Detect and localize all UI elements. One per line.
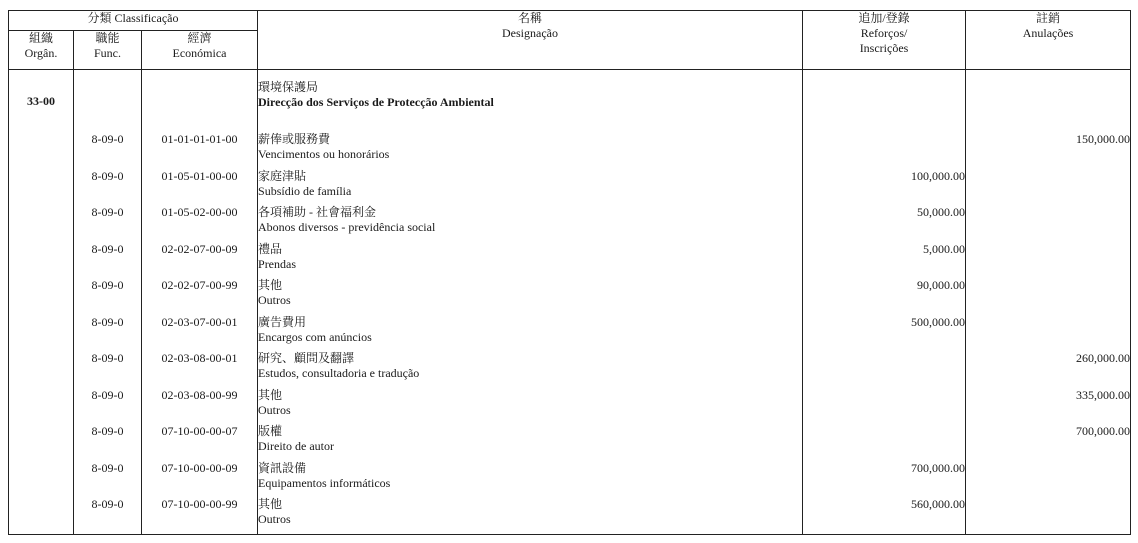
function-code: 8-09-0	[74, 315, 142, 352]
item-name-zh: 版權	[258, 424, 283, 438]
anulacoes-amount: 335,000.00	[966, 388, 1131, 425]
designation-cell	[258, 315, 803, 352]
item-name-zh: 其他	[258, 387, 283, 402]
reforcos-amount: 5,000.00	[803, 242, 966, 279]
reforcos-header: 追加/登錄 Reforços/ Inscrições	[803, 11, 966, 70]
function-code: 8-09-0	[74, 169, 142, 206]
organ-cell	[9, 169, 74, 206]
function-code: 8-09-0	[74, 388, 142, 425]
item-name-zh: 資訊設備	[258, 460, 307, 475]
reforcos-amount: 90,000.00	[803, 278, 966, 315]
table-row	[9, 497, 1131, 534]
reforcos-amount: 500,000.00	[803, 315, 966, 352]
table-row	[9, 388, 1131, 425]
organ-name-zh: 環境保護局	[258, 80, 319, 94]
function-code: 8-09-0	[74, 351, 142, 388]
anulacoes-amount	[966, 205, 1131, 242]
organ-code: 33-00	[9, 70, 74, 133]
reforcos-amount	[803, 424, 966, 461]
item-name-zh: 其他	[258, 497, 283, 511]
designation-cell	[258, 205, 803, 242]
organ-cell	[9, 242, 74, 279]
designation-header: 名稱 Designação	[258, 11, 803, 70]
economic-code: 02-03-08-00-99	[142, 388, 258, 425]
economic-header: 經濟 Económica	[142, 31, 258, 70]
function-code: 8-09-0	[74, 497, 142, 534]
table-row	[9, 205, 1131, 242]
economic-code: 02-03-08-00-01	[142, 351, 258, 388]
designation-cell	[258, 242, 803, 279]
organ-row	[9, 70, 1131, 133]
item-name-zh: 其他	[258, 278, 283, 292]
function-code: 8-09-0	[74, 205, 142, 242]
anulacoes-amount: 700,000.00	[966, 424, 1131, 461]
anulacoes-amount: 260,000.00	[966, 351, 1131, 388]
economic-code: 02-02-07-00-09	[142, 242, 258, 279]
item-name-zh: 家庭津貼	[258, 168, 307, 183]
economic-code: 07-10-00-00-07	[142, 424, 258, 461]
designation-cell	[258, 461, 803, 498]
table-row	[9, 132, 1131, 169]
organ-cell	[9, 278, 74, 315]
designation-cell	[258, 278, 803, 315]
economic-code: 02-03-07-00-01	[142, 315, 258, 352]
reforcos-amount: 50,000.00	[803, 205, 966, 242]
reforcos-amount: 560,000.00	[803, 497, 966, 534]
item-name-pt: Estudos, consultadoria e tradução	[258, 366, 420, 380]
anulacoes-amount	[966, 461, 1131, 498]
item-name-pt: Equipamentos informáticos	[258, 475, 391, 490]
organ-cell	[9, 388, 74, 425]
item-name-pt: Encargos com anúncios	[258, 329, 372, 344]
function-code: 8-09-0	[74, 242, 142, 279]
reforcos-amount	[803, 351, 966, 388]
organ-cell	[9, 132, 74, 169]
economic-code: 07-10-00-00-09	[142, 461, 258, 498]
item-name-pt: Direito de autor	[258, 439, 334, 453]
item-name-pt: Vencimentos ou honorários	[258, 147, 390, 161]
designation-cell	[258, 388, 803, 425]
organ-cell	[9, 497, 74, 534]
item-name-zh: 禮品	[258, 241, 283, 256]
anulacoes-amount	[966, 278, 1131, 315]
item-name-zh: 薪俸或服務費	[258, 132, 331, 146]
reforcos-amount: 100,000.00	[803, 169, 966, 206]
economic-code: 01-01-01-01-00	[142, 132, 258, 169]
item-name-zh: 各項補助 - 社會福利金	[258, 205, 377, 219]
table-row	[9, 424, 1131, 461]
designation-cell	[258, 424, 803, 461]
designation-cell	[258, 169, 803, 206]
table-row	[9, 351, 1131, 388]
item-name-pt: Outros	[258, 293, 291, 307]
organ-cell	[9, 205, 74, 242]
table-row	[9, 242, 1131, 279]
table-row	[9, 169, 1131, 206]
designation-cell	[258, 132, 803, 169]
item-name-pt: Subsídio de família	[258, 183, 352, 198]
organ-cell	[9, 461, 74, 498]
economic-code: 02-02-07-00-99	[142, 278, 258, 315]
anulacoes-amount	[966, 242, 1131, 279]
function-code: 8-09-0	[74, 461, 142, 498]
table-row	[9, 461, 1131, 498]
anulacoes-amount	[966, 169, 1131, 206]
organ-cell	[9, 351, 74, 388]
function-code: 8-09-0	[74, 424, 142, 461]
designation-cell	[258, 351, 803, 388]
economic-code: 07-10-00-00-99	[142, 497, 258, 534]
reforcos-amount	[803, 388, 966, 425]
reforcos-amount	[803, 132, 966, 169]
organ-cell	[9, 424, 74, 461]
item-name-pt: Outros	[258, 402, 291, 417]
function-header: 職能 Func.	[74, 31, 142, 70]
reforcos-amount: 700,000.00	[803, 461, 966, 498]
table-row	[9, 278, 1131, 315]
anulacoes-amount	[966, 315, 1131, 352]
item-name-zh: 研究、顧問及翻譯	[258, 351, 355, 365]
function-code: 8-09-0	[74, 132, 142, 169]
item-name-zh: 廣告費用	[258, 314, 307, 329]
anulacoes-amount	[966, 497, 1131, 534]
organ-header: 組織 Orgân.	[9, 31, 74, 70]
organ-name-pt: Direcção dos Serviços de Protecção Ambiental	[258, 95, 494, 109]
table-row	[9, 315, 1131, 352]
item-name-pt: Abonos diversos - previdência social	[258, 220, 436, 234]
economic-code: 01-05-01-00-00	[142, 169, 258, 206]
designation-cell	[258, 497, 803, 534]
anulacoes-header: 註銷 Anulações	[966, 11, 1131, 70]
budget-table	[8, 10, 1131, 535]
anulacoes-amount: 150,000.00	[966, 132, 1131, 169]
item-name-pt: Prendas	[258, 256, 297, 271]
economic-code: 01-05-02-00-00	[142, 205, 258, 242]
function-code: 8-09-0	[74, 278, 142, 315]
classification-header: 分類 Classificação	[9, 11, 258, 31]
item-name-pt: Outros	[258, 512, 291, 526]
organ-cell	[9, 315, 74, 352]
